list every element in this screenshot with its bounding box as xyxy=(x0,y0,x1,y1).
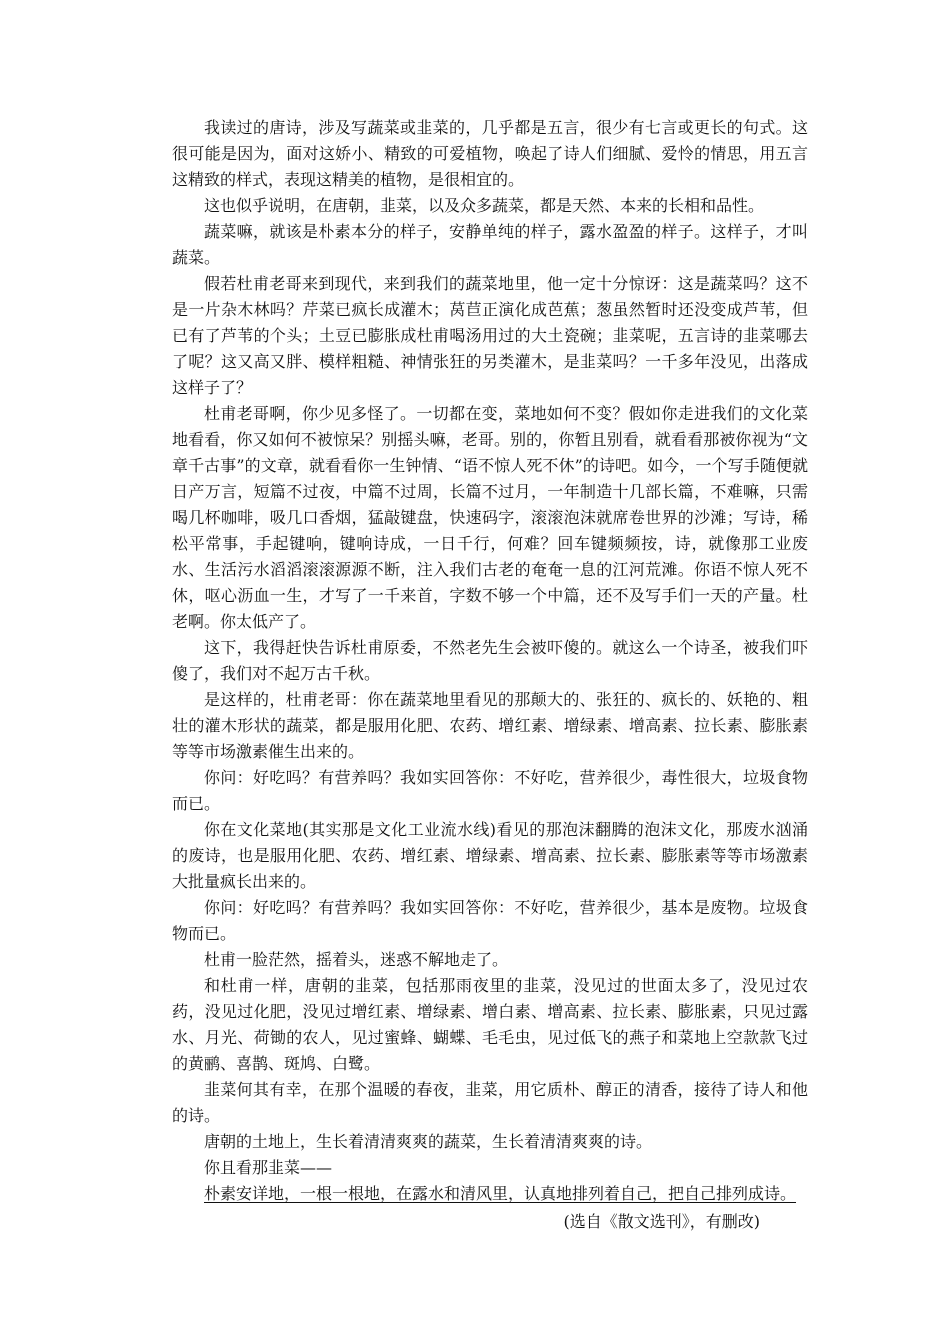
paragraph: 和杜甫一样，唐朝的韭菜，包括那雨夜里的韭菜，没见过的世面太多了，没见过农药，没见过化肥，没见过增红素、增绿素、增白素、增高素、拉长素、膨胀素，只见过露水、月光、荷锄的农人，见过蜜蜂、蝴蝶、毛毛虫，见过低飞的燕子和菜地上空款款飞过的黄鹂、喜鹊、斑鸠、白鹭。 xyxy=(172,976,808,1073)
paragraph: 韭菜何其有幸，在那个温暖的春夜，韭菜，用它质朴、醇正的清香，接待了诗人和他的诗。 xyxy=(172,1080,808,1125)
paragraph: 你问：好吃吗？有营养吗？我如实回答你：不好吃，营养很少，毒性很大，垃圾食物而已。 xyxy=(172,768,808,813)
paragraph: 杜甫老哥啊，你少见多怪了。一切都在变，菜地如何不变？假如你走进我们的文化菜地看看，你又如何不被惊呆？别摇头嘛，老哥。别的，你暂且别看，就看看那被你视为“文章千古事”的文章，就看看你一生钟情、“语不惊人死不休”的诗吧。如今，一个写手随便就日产万言，短篇不过夜，中篇不过周，长篇不过月，一年制造十几部长篇，不难嘛，只需喝几杯咖啡，吸几口香烟，猛敲键盘，快速码字，滚滚泡沫就席卷世界的沙滩；写诗，稀松平常事，手起键响，键响诗成，一日千行，何难？回车键频频按，诗，就像那工业废水、生活污水滔滔滚滚源源不断，注入我们古老的奄奄一息的江河荒滩。你语不惊人死不休，呕心沥血一生，才写了一千来首，字数不够一个中篇，还不及写手们一天的产量。杜老啊。你太低产了。 xyxy=(172,404,808,631)
paragraph: 这下，我得赶快告诉杜甫原委，不然老先生会被吓傻的。就这么一个诗圣，被我们吓傻了，我们对不起万古千秋。 xyxy=(172,638,808,683)
underlined-sentence: 朴素安详地，一根一根地，在露水和清风里，认真地排列着自己，把自己排列成诗。 xyxy=(204,1184,797,1203)
paragraph: 杜甫一脸茫然，摇着头，迷惑不解地走了。 xyxy=(204,950,509,969)
paragraph: 假若杜甫老哥来到现代，来到我们的蔬菜地里，他一定十分惊讶：这是蔬菜吗？这不是一片杂木林吗？芹菜已疯长成灌木；莴苣正演化成芭蕉；葱虽然暂时还没变成芦苇，但已有了芦苇的个头；土豆已膨胀成杜甫喝汤用过的大土瓷碗；韭菜呢，五言诗的韭菜哪去了呢？这又高又胖、模样粗糙、神情张狂的另类灌木，是韭菜吗？一千多年没见，出落成这样子了？ xyxy=(172,274,808,397)
paragraph: 是这样的，杜甫老哥：你在蔬菜地里看见的那颠大的、张狂的、疯长的、妖艳的、粗壮的灌木形状的蔬菜，都是服用化肥、农药、增红素、增绿素、增高素、拉长素、膨胀素等等市场激素催生出来的。 xyxy=(172,690,808,761)
source-citation: (选自《散文选刊》，有删改) xyxy=(563,1212,760,1231)
paragraph: 你问：好吃吗？有营养吗？我如实回答你：不好吃，营养很少，基本是废物。垃圾食物而已。 xyxy=(172,898,808,943)
paragraph: 这也似乎说明，在唐朝，韭菜，以及众多蔬菜，都是天然、本来的长相和品性。 xyxy=(204,196,765,215)
paragraph: 唐朝的土地上，生长着清清爽爽的蔬菜，生长着清清爽爽的诗。 xyxy=(204,1132,653,1151)
paragraph: 你在文化菜地(其实那是文化工业流水线)看见的那泡沫翻腾的泡沫文化，那废水汹涌的废诗，也是服用化肥、农药、增红素、增绿素、增高素、拉长素、膨胀素等等市场激素大批量疯长出来的。 xyxy=(172,820,808,891)
article xyxy=(172,115,808,1235)
paragraph: 蔬菜嘛，就该是朴素本分的样子，安静单纯的样子，露水盈盈的样子。这样子，才叫蔬菜。 xyxy=(172,222,808,267)
paragraph: 我读过的唐诗，涉及写蔬菜或韭菜的，几乎都是五言，很少有七言或更长的句式。这很可能是因为，面对这娇小、精致的可爱植物，唤起了诗人们细腻、爱怜的情思，用五言这精致的样式，表现这精美的植物，是很相宜的。 xyxy=(172,118,808,189)
paragraph: 你且看那韭菜—— xyxy=(204,1158,333,1177)
